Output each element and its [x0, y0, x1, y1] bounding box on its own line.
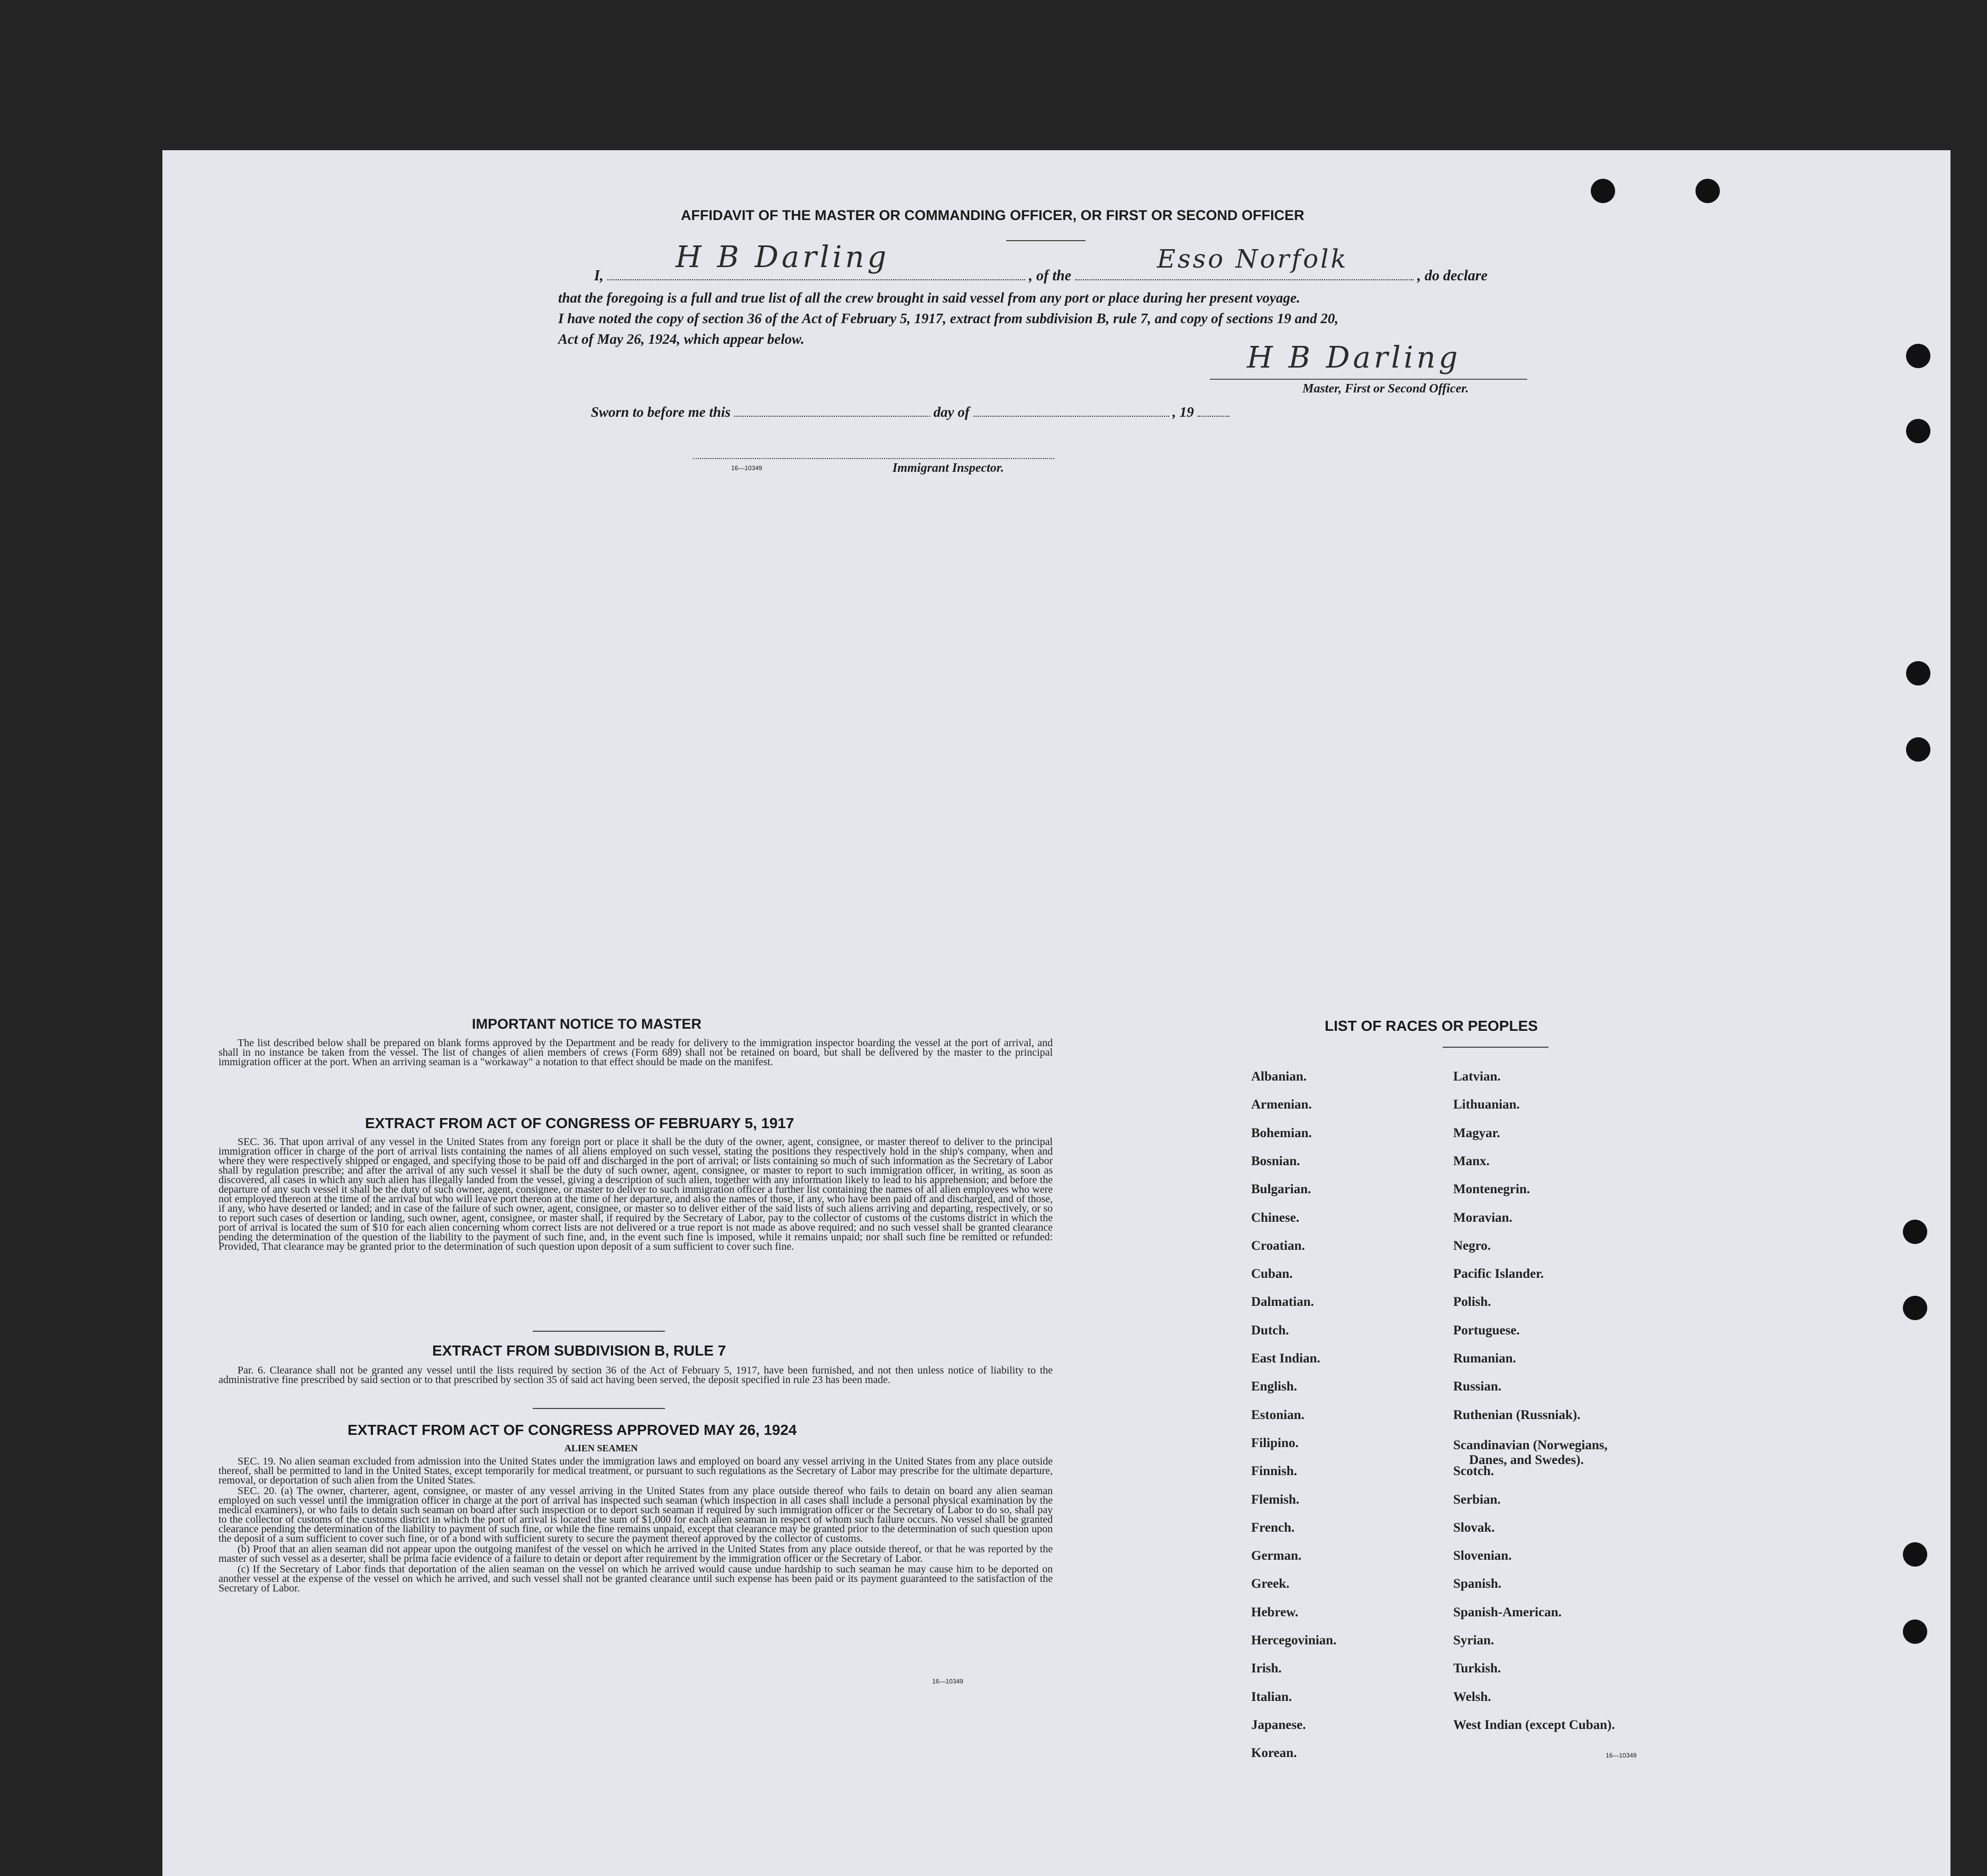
signature-caption: Master, First or Second Officer.: [1302, 382, 1469, 396]
affidavit-line-3: I have noted the copy of section 36 of the Act of February 5, 1917, extract from subdivision B, rule 7, and copy of sections 19 and 20,: [558, 310, 1338, 326]
punch-hole: [1696, 179, 1720, 203]
race-item: Dutch.: [1251, 1323, 1289, 1338]
document-page: [162, 150, 1950, 1876]
day-of-label: day of: [933, 404, 970, 420]
race-item: Ruthenian (Russniak).: [1453, 1407, 1581, 1422]
races-title: LIST OF RACES OR PEOPLES: [1325, 1018, 1538, 1034]
race-item: Italian.: [1251, 1689, 1292, 1704]
punch-hole: [1906, 661, 1930, 685]
race-item: Korean.: [1251, 1746, 1297, 1761]
divider: [533, 1331, 665, 1332]
notice-paragraph: The list described below shall be prepared on blank forms approved by the Department and be ready for delivery to the immigration inspector boarding the vessel at the port of arrival, and shall in no instance be taken from the vessel. The list of changes of alien members of crews (Form 689) shall not be retained on board, but shall be delivered by the master to the principal immigration officer at the port. When an arriving seaman is a "workaway" a notation to that effect should be made on the manifest.: [218, 1037, 1053, 1068]
affidavit-line-4: Act of May 26, 1924, which appear below.: [558, 331, 805, 347]
i-label: I,: [594, 268, 604, 284]
race-item: Manx.: [1453, 1154, 1490, 1168]
handwritten-signature: H B Darling: [1247, 341, 1461, 375]
race-item: Welsh.: [1453, 1689, 1491, 1704]
par-6-paragraph: Par. 6. Clearance shall not be granted any vessel until the lists required by section 36 of the Act of February 5, 1917, have been furnished, and not then unless notice of liability to the administrative fine prescribed by said section or to that prescribed by section 35 of said act having been served, the deposit specified in rule 23 has been made.: [218, 1365, 1053, 1386]
handwritten-vessel-name: Esso Norfolk: [1157, 244, 1348, 274]
year-label: , 19: [1172, 404, 1194, 420]
race-item: English.: [1251, 1379, 1297, 1394]
race-item: Hebrew.: [1251, 1605, 1299, 1619]
extract-1924-text: [218, 1457, 1053, 1594]
subdivision-b-text: [218, 1366, 1053, 1386]
vessel-field: [1075, 279, 1414, 280]
sec-20a-paragraph: SEC. 20. (a) The owner, charterer, agent, consignee, or master of any vessel arriving in the United States from any place outside thereof who fails to detain on board any alien seaman employed on such vessel until the immigration officer in charge at the port of arrival has inspected such seaman (which inspection in all cases shall include a personal physical examination by the medical examiners), or who fails to detain such seaman on board after such inspection or to deport such seaman if required by such immigration officer or the Secretary of Labor to do so, shall pay to the collector of customs of the customs district in which the port of arrival is located the sum of $1,000 for each alien seaman in respect of whom such failure occurs. No vessel shall be granted clearance pending the determination of the liability to payment of such fine, or while the fine remains unpaid, except that clearance may be granted prior to the determination of such question upon the deposit of a sum sufficient to cover such fine, or of a bond with sufficient surety to secure the payment thereof approved by the collector of customs.: [218, 1485, 1053, 1544]
affidavit-line-2: that the foregoing is a full and true list of all the crew brought in said vessel from any port or place during her present voyage.: [558, 290, 1300, 306]
race-item: Japanese.: [1251, 1717, 1306, 1732]
race-item: Bulgarian.: [1251, 1182, 1311, 1197]
race-item: Scotch.: [1453, 1464, 1494, 1479]
race-item: Filipino.: [1251, 1435, 1299, 1450]
punch-hole: [1906, 737, 1930, 762]
subdivision-b-title: EXTRACT FROM SUBDIVISION B, RULE 7: [432, 1342, 726, 1359]
punch-hole: [1906, 344, 1930, 368]
race-item: Montenegrin.: [1453, 1182, 1530, 1197]
sec-19-paragraph: SEC. 19. No alien seaman excluded from admission into the United States under the immigration laws and employed on board any vessel arriving in the United States from any place outside thereof, shall be permitted to land in the United States, except temporarily for medical treatment, or pursuant to such regulations as the Secretary of Labor may prescribe for the ultimate departure, removal, or deportation of such alien from the United States.: [218, 1456, 1053, 1486]
race-item: French.: [1251, 1520, 1295, 1535]
race-item: Cuban.: [1251, 1267, 1293, 1282]
divider: [1006, 240, 1086, 241]
race-item: Polish.: [1453, 1295, 1491, 1310]
extract-1924-title: EXTRACT FROM ACT OF CONGRESS APPROVED MAY 26, 1924: [348, 1422, 797, 1438]
race-item: Greek.: [1251, 1577, 1290, 1591]
race-item: Pacific Islander.: [1453, 1267, 1544, 1282]
of-the-label: , of the: [1028, 268, 1072, 284]
sec-36-paragraph: SEC. 36. That upon arrival of any vessel in the United States from any foreign port or place it shall be the duty of the owner, agent, consignee, or master thereof to deliver to the principal immigration officer in charge of the port of arrival lists containing the names of all aliens employed on such vessel, stating the positions they respectively hold in the ship's company, when and where they were respectively shipped or engaged, and specifying those to be paid off and discharged in the port of arrival; or lists containing so much of such information as the Secretary of Labor shall by regulation prescribe; and after the arrival of any such vessel it shall be the duty of such owner, agent, consignee, or master to report to such immigration officer, in writing, as soon as discovered, all cases in which any such alien has illegally landed from the vessel, giving a description of such alien, together with any information likely to lead to his apprehension; and before the departure of any such vessel it shall be the duty of such owner, agent, consignee, or master to deliver to such immigration officer a further list containing the names of all alien employees who were not employed thereon at the time of the arrival but who will leave port thereon at the time of her departure, and also the names of those, if any, who have been paid off and discharged, and of those, if any, who have deserted or landed; and in case of the failure of such owner, agent, consignee, or master so to deliver either of the said lists of such aliens arriving and departing, respectively, or so to report such cases of desertion or landing, such owner, agent, consignee, or master shall, if required by the Secretary of Labor, pay to the collector of customs of the customs district in which the port of arrival is located the sum of $10 for each alien concerning whom correct lists are not delivered or a true report is not made as above required; and no such vessel shall be granted clearance pending the determination of the question of the liability to the payment of such fine, and, in the event such fine is imposed, while it remains unpaid; nor shall such fine be remitted or refunded: Provided, That clearance may be granted prior to the determination of such question upon deposit of a sum sufficient to cover such fine.: [218, 1136, 1053, 1252]
sec-20c-paragraph: (c) If the Secretary of Labor finds that deportation of the alien seaman on the vessel on which he arrived would cause undue hardship to such seaman he may cause him to be deported on another vessel at the expense of the vessel on which he arrived, and such vessel shall not be granted clearance until such expense has been paid or its payment guaranteed to the satisfaction of the Secretary of Labor.: [218, 1563, 1053, 1594]
race-item: Hercegovinian.: [1251, 1633, 1337, 1648]
extract-1917-title: EXTRACT FROM ACT OF CONGRESS OF FEBRUARY 5, 1917: [365, 1115, 795, 1131]
race-item: Flemish.: [1251, 1492, 1299, 1507]
extract-1917-text: [218, 1137, 1053, 1252]
divider: [1443, 1047, 1548, 1048]
alien-seamen-subtitle: ALIEN SEAMEN: [564, 1443, 638, 1453]
name-field: [607, 279, 1025, 280]
race-item: German.: [1251, 1549, 1302, 1563]
form-number: 16—10349: [1606, 1752, 1637, 1759]
punch-hole: [1903, 1542, 1927, 1567]
sec-20b-paragraph: (b) Proof that an alien seaman did not appear upon the outgoing manifest of the vessel on which he arrived in the United States from any place outside thereof, or that he was reported by the master of such vessel as a deserter, shall be prima facie evidence of a failure to detain or deport after requirement by the immigration officer or the Secretary of Labor.: [218, 1543, 1053, 1564]
race-item: Chinese.: [1251, 1210, 1299, 1225]
punch-hole: [1903, 1619, 1927, 1644]
race-item: East Indian.: [1251, 1351, 1320, 1366]
race-item: Negro.: [1453, 1238, 1491, 1253]
race-item: Croatian.: [1251, 1238, 1305, 1253]
signature-line: [1210, 379, 1527, 380]
race-item: Russian.: [1453, 1379, 1502, 1394]
race-item: Irish.: [1251, 1661, 1282, 1676]
punch-hole: [1903, 1296, 1927, 1320]
race-item: Syrian.: [1453, 1633, 1494, 1648]
race-item: Latvian.: [1453, 1069, 1501, 1084]
sworn-label: Sworn to before me this: [591, 404, 731, 420]
sworn-year-field: [1198, 416, 1229, 417]
inspector-signature-line: [693, 458, 1054, 460]
race-item: Finnish.: [1251, 1464, 1297, 1479]
affidavit-title: AFFIDAVIT OF THE MASTER OR COMMANDING OFFICER, OR FIRST OR SECOND OFFICER: [681, 207, 1305, 223]
race-item: Armenian.: [1251, 1097, 1312, 1112]
divider: [533, 1408, 665, 1409]
form-number: 16—10349: [731, 464, 762, 472]
race-item: Turkish.: [1453, 1661, 1501, 1676]
race-item: Scandinavian (Norwegians,: [1453, 1438, 1608, 1452]
race-item: Serbian.: [1453, 1492, 1501, 1507]
do-declare-label: , do declare: [1417, 268, 1488, 284]
inspector-caption: Immigrant Inspector.: [892, 461, 1004, 475]
race-item: Bosnian.: [1251, 1154, 1300, 1168]
race-item: Rumanian.: [1453, 1351, 1516, 1366]
race-item: Moravian.: [1453, 1210, 1512, 1225]
race-item: Portuguese.: [1453, 1323, 1520, 1338]
sworn-month-field: [973, 416, 1169, 417]
race-item: Lithuanian.: [1453, 1097, 1520, 1112]
handwritten-master-name: H B Darling: [676, 240, 890, 274]
race-item: Albanian.: [1251, 1069, 1307, 1084]
race-item: Danes, and Swedes).: [1469, 1452, 1584, 1467]
sworn-line: [591, 404, 1229, 420]
race-item: Slovak.: [1453, 1520, 1495, 1535]
punch-hole: [1906, 419, 1930, 443]
form-number: 16—10349: [932, 1678, 963, 1685]
race-item: Spanish.: [1453, 1577, 1502, 1591]
race-item: Spanish-American.: [1453, 1605, 1562, 1619]
race-item: Magyar.: [1453, 1125, 1500, 1140]
race-item: Dalmatian.: [1251, 1295, 1314, 1310]
sworn-day-field: [734, 416, 930, 417]
race-item: Estonian.: [1251, 1407, 1305, 1422]
punch-hole: [1591, 179, 1615, 203]
race-item: West Indian (except Cuban).: [1453, 1717, 1615, 1732]
notice-text: [218, 1038, 1053, 1068]
race-item: Slovenian.: [1453, 1549, 1512, 1563]
notice-title: IMPORTANT NOTICE TO MASTER: [472, 1016, 701, 1032]
race-item: Bohemian.: [1251, 1125, 1312, 1140]
punch-hole: [1903, 1220, 1927, 1244]
